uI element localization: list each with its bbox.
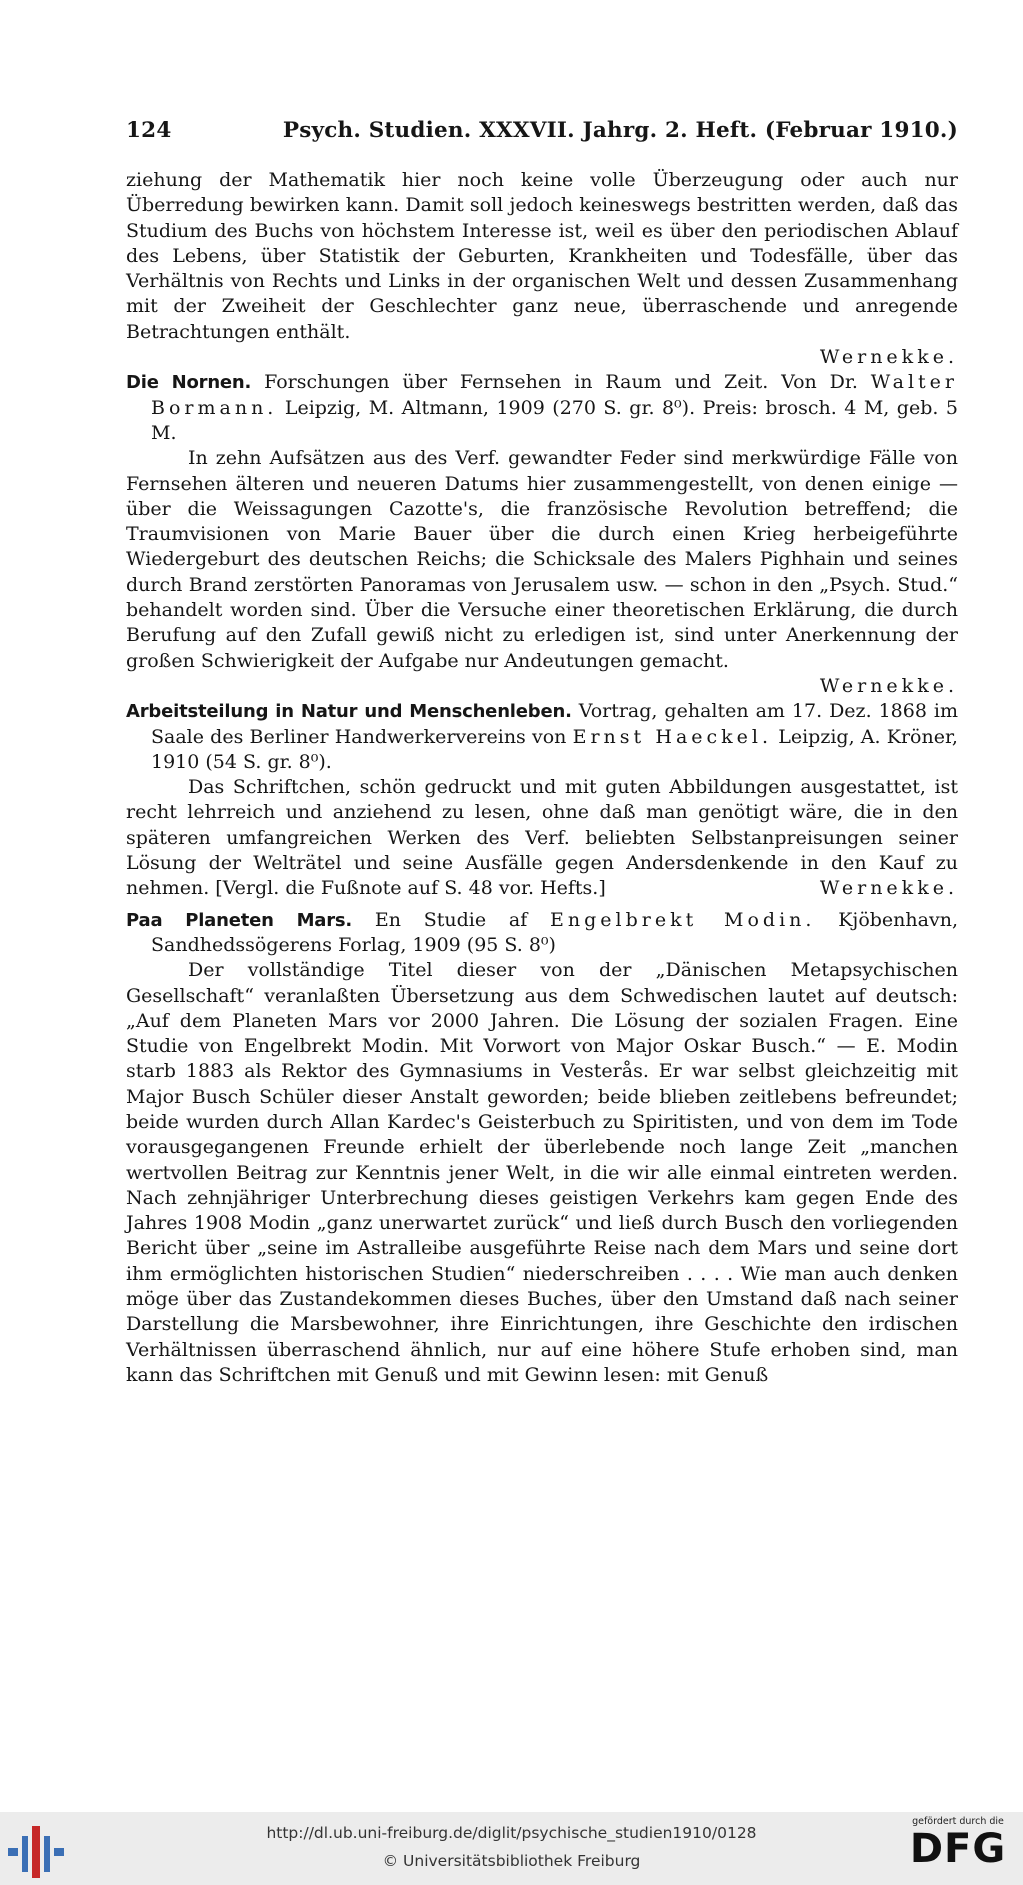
review-title: Paa Planeten Mars. <box>126 909 353 931</box>
dfg-caption: gefördert durch die <box>912 1816 1004 1827</box>
running-header <box>126 118 958 154</box>
running-title: Psych. Studien. XXXVII. Jahrg. 2. Heft. (Februar 1910.) <box>282 118 958 143</box>
review-title: Arbeitsteilung in Natur und Menschenleben. <box>126 701 572 723</box>
review-body-nornen: In zehn Aufsätzen aus des Verf. gewandter Feder sind merkwürdige Fälle von Fernsehen älteren und neueren Datums hier zusammengestellt, von denen einige — über die Weissagungen Cazotte's, die französische Revolution betreffend; die Traumvisionen von Marie Bauer über die durch einen Krieg herbeigeführte Wiedergeburt des deutschen Reichs; die Schicksale des Malers Pighhain und seines durch Brand zerstörten Panoramas von Jerusalem usw. — schon in den „Psych. Stud.“ behandelt worden sind. Über die Versuche einer theoretischen Erklärung, die durch Berufung auf den Zufall gewiß nicht zu erledigen ist, sind unter Anerkennung der großen Schwierigkeit der Aufgabe nur Andeutungen gemacht. <box>126 447 958 672</box>
dfg-wordmark: DFG <box>909 1826 1007 1872</box>
permalink-url[interactable]: http://dl.ub.uni-freiburg.de/diglit/psychische_studien1910/0128 <box>266 1824 757 1842</box>
review-heading-arbeitsteilung: Arbeitsteilung in Natur und Menschenleben. Vortrag, gehalten am 17. Dez. 1868 im Saale des Berliner Handwerkervereins von Ernst Haeckel. Leipzig, A. Kröner, 1910 (54 S. gr. 8⁰). <box>126 700 958 773</box>
reviewer-signature: Wernekke. <box>819 346 958 369</box>
review-body-arbeitsteilung: Das Schriftchen, schön gedruckt und mit guten Abbildungen ausgestattet, ist recht lehrreich und anziehend zu lesen, ohne daß man genötigt wäre, die in den späteren umfangreichen Werken des Verf. beliebten Selbstanpreisungen seiner Lösung der Welträtel und seine Ausfälle gegen Andersdenkende in den Kauf zu nehmen. [Vergl. die Fußnote auf S. 48 vor. Hefts.] Wernekke. <box>126 775 958 901</box>
continued-paragraph: ziehung der Mathematik hier noch keine volle Überzeugung oder auch nur Überredung bewirken kann. Damit soll jedoch keineswegs bestritten werden, daß das Studium des Buchs von höchstem Interesse ist, weil es über den periodischen Ablauf des Lebens, über Statistik der Geburten, Krankheiten und Todesfälle, über das Verhältnis von Rechts und Links in der organischen Welt und dessen Zusammenhang mit der Zweiheit der Geschlechter ganz neue, überraschende und anregende Betrachtungen enthält. <box>126 169 958 343</box>
copyright-notice: © Universitätsbibliothek Freiburg <box>382 1852 641 1870</box>
review-body-mars: Der vollständige Titel dieser von der „Dänischen Metapsychischen Gesellschaft“ veranlaßten Übersetzung aus dem Schwedischen lautet auf deutsch: „Auf dem Planeten Mars vor 2000 Jahren. Die Lösung der sozialen Fragen. Eine Studie von Engelbrekt Modin. Mit Vorwort von Major Oskar Busch.“ — E. Modin starb 1883 als Rektor des Gymnasiums in Vesterås. Er war selbst gleichzeitig mit Major Busch Schüler dieser Anstalt geworden; beide blieben zeitlebens befreundet; beide wurden durch Allan Kardec's Geisterbuch zu Spiritisten, und von dem im Tode vorausgegangenen Freunde erhielt der überlebende noch lange Zeit „manchen wertvollen Beitrag zur Kenntnis jener Welt, in die wir alle einmal eintreten werden. Nach zehnjähriger Unterbrechung dieses geistigen Verkehrs kam gegen Ende des Jahres 1908 Modin „ganz unerwartet zurück“ und ließ durch Busch den vorliegenden Bericht über „seine im Astralleibe ausgeführte Reise nach dem Mars und seine dort ihm ermöglichten historischen Studien“ niederschreiben . . . . Wie man auch denken möge über das Zustandekommen dieses Buches, über den Umstand daß nach seiner Darstellung die Marsbewohner, ihre Einrichtungen, ihre Geschichte den irdischen Verhältnissen überraschend ähnlich, nur auf eine höhere Stufe erhoben sind, man kann das Schriftchen mit Genuß und mit Gewinn lesen: mit Genuß <box>126 959 958 1386</box>
book-page <box>126 118 958 1388</box>
review-title: Die Nornen. <box>126 372 252 394</box>
page-number: 124 <box>126 118 172 143</box>
review-heading-nornen: Die Nornen. Forschungen über Fernsehen in Raum und Zeit. Von Dr. Walter Bormann. Leipzig, M. Altmann, 1909 (270 S. gr. 8⁰). Preis: brosch. 4 M, geb. 5 M. <box>126 371 958 444</box>
reviewer-signature: Wernekke. <box>819 674 958 697</box>
dfg-logo <box>903 1816 1013 1882</box>
review-author: Ernst Haeckel. <box>572 725 773 748</box>
reviewer-signature: Wernekke. <box>819 877 958 900</box>
review-author: Walter Bormann. <box>151 371 958 419</box>
review-heading-mars: Paa Planeten Mars. En Studie af Engelbrekt Modin. Kjöbenhavn, Sandhedssögerens Forlag, 1909 (95 S. 8⁰) <box>126 908 958 956</box>
review-author: Engelbrekt Modin. <box>550 908 816 931</box>
viewer-footer <box>0 1812 1023 1885</box>
